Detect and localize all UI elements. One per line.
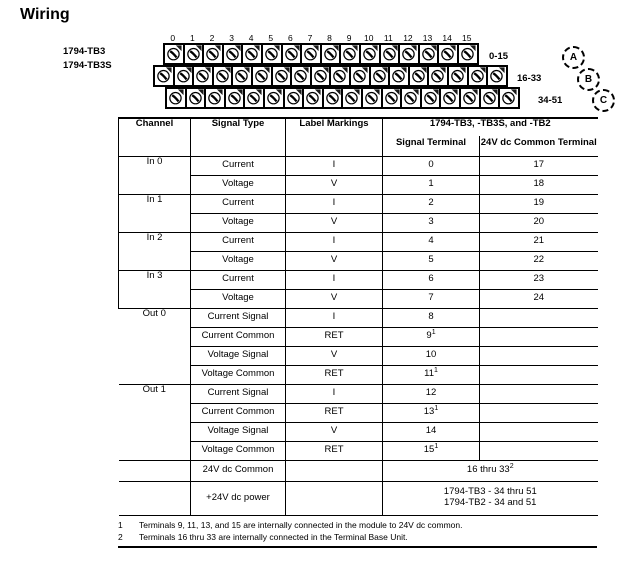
common-terminal-cell: 20 [480, 213, 598, 232]
common-terminal-cell: 17 [480, 156, 598, 175]
signal-type-cell: Current [191, 156, 286, 175]
signal-type-cell: 24V dc Common [191, 460, 286, 481]
common-terminal-cell: 18 [480, 175, 598, 194]
terminal-screw-icon [153, 65, 175, 87]
common-terminal-cell: 21 [480, 232, 598, 251]
table-row [119, 251, 598, 270]
channel-cell: In 1 [119, 194, 191, 232]
table-row [119, 308, 598, 327]
terminal-number: 0 [170, 33, 176, 43]
label-marking-cell: V [286, 251, 383, 270]
label-marking-cell: V [286, 289, 383, 308]
terminal-screw-icon [231, 65, 253, 87]
terminal-screw-icon [459, 87, 481, 109]
terminal-number: 14 [442, 33, 452, 43]
terminal-screw-icon [479, 87, 501, 109]
table-row [119, 384, 598, 403]
footnotes [118, 520, 600, 544]
callout-c: C [592, 89, 615, 112]
terminal-screw-icon [486, 65, 508, 87]
common-terminal-cell [480, 308, 598, 327]
terminal-number: 12 [403, 33, 413, 43]
terminal-screw-icon [165, 87, 187, 109]
terminal-range-label-0-15: 0-15 [489, 51, 509, 62]
signal-terminal-cell: $15^1$ [383, 441, 480, 460]
channel-cell: In 0 [119, 156, 191, 194]
terminal-span-value-cell: 16 thru $33^2$ [383, 460, 598, 481]
label-marking-cell: I [286, 308, 383, 327]
common-terminal-cell [480, 327, 598, 346]
signal-type-cell: Current Signal [191, 308, 286, 327]
signal-type-cell: Voltage [191, 251, 286, 270]
label-marking-cell: V [286, 175, 383, 194]
terminal-number: 3 [229, 33, 234, 43]
label-marking-cell-empty [286, 460, 383, 481]
terminal-screw-icon [381, 87, 403, 109]
terminal-screw-icon [192, 65, 214, 87]
terminal-screw-icon [467, 65, 489, 87]
channel-cell-empty [119, 460, 191, 481]
common-terminal-cell [480, 365, 598, 384]
channel-cell-empty [119, 481, 191, 515]
terminal-number-labels [163, 33, 477, 43]
footnote-1 [118, 520, 600, 530]
terminal-screw-icon [281, 43, 303, 65]
terminal-screw-icon [341, 87, 363, 109]
callout-a: A [562, 46, 585, 69]
terminal-screw-icon [173, 65, 195, 87]
terminal-number: 6 [287, 33, 293, 43]
terminal-number: 15 [461, 33, 472, 43]
terminal-screw-icon [388, 65, 410, 87]
label-marking-cell: I [286, 384, 383, 403]
footnote-2-text: Terminals 16 thru 33 are internally connected in the Terminal Base Unit. [139, 532, 408, 542]
signal-terminal-cell: 7 [383, 289, 480, 308]
signal-type-cell: +24V dc power [191, 481, 286, 515]
label-marking-cell: I [286, 194, 383, 213]
signal-terminal-cell: 8 [383, 308, 480, 327]
col-header-signal-type: Signal Type [191, 118, 286, 156]
terminal-screw-icon [457, 43, 479, 65]
label-marking-cell: V [286, 422, 383, 441]
signal-type-cell: Current [191, 194, 286, 213]
table-row [119, 194, 598, 213]
common-terminal-cell: 24 [480, 289, 598, 308]
signal-terminal-cell: 14 [383, 422, 480, 441]
terminal-number: 4 [248, 33, 254, 43]
table-span-row [119, 460, 598, 481]
terminal-number: 11 [383, 33, 393, 43]
terminal-range-label-16-33: 16-33 [517, 73, 542, 84]
terminal-span-value-cell: 1794-TB3 - 34 thru 51 1794-TB2 - 34 and 51 [383, 481, 598, 515]
label-marking-cell: V [286, 213, 383, 232]
table-row [119, 327, 598, 346]
signal-type-cell: Current Signal [191, 384, 286, 403]
signal-type-cell: Voltage [191, 289, 286, 308]
signal-terminal-cell: 6 [383, 270, 480, 289]
terminal-screw-icon [261, 43, 283, 65]
terminal-row-0-15 [163, 43, 479, 65]
signal-terminal-cell: 10 [383, 346, 480, 365]
terminal-screw-icon [263, 87, 285, 109]
terminal-number: 8 [327, 33, 332, 43]
terminal-screw-icon [241, 43, 263, 65]
callout-b: B [577, 68, 600, 91]
terminal-screw-icon [302, 87, 324, 109]
signal-terminal-cell: 3 [383, 213, 480, 232]
terminal-screw-icon [437, 43, 459, 65]
terminal-screw-icon [183, 43, 205, 65]
signal-terminal-cell: 2 [383, 194, 480, 213]
terminal-number: 10 [364, 33, 374, 43]
terminal-screw-icon [310, 65, 332, 87]
signal-type-cell: Current [191, 232, 286, 251]
table-row [119, 365, 598, 384]
signal-terminal-cell: $9^1$ [383, 327, 480, 346]
label-marking-cell: I [286, 270, 383, 289]
terminal-row-16-33 [153, 65, 508, 87]
label-marking-cell: V [286, 346, 383, 365]
table-row [119, 403, 598, 422]
col-header-common-terminal: 24V dc Common Terminal [480, 136, 598, 156]
terminal-screw-icon [329, 65, 351, 87]
terminal-screw-icon [349, 65, 371, 87]
table-row [119, 175, 598, 194]
terminal-screw-icon [427, 65, 449, 87]
terminal-screw-icon [369, 65, 391, 87]
label-marking-cell: RET [286, 403, 383, 422]
wiring-table [118, 117, 598, 516]
label-marking-cell-empty [286, 481, 383, 515]
common-terminal-cell [480, 346, 598, 365]
terminal-screw-icon [339, 43, 361, 65]
terminal-screw-icon [251, 65, 273, 87]
model-label-1794-tb3s: 1794-TB3S [63, 60, 112, 71]
table-row [119, 270, 598, 289]
terminal-screw-icon [322, 87, 344, 109]
terminal-screw-icon [408, 65, 430, 87]
signal-terminal-cell: $13^1$ [383, 403, 480, 422]
terminal-screw-icon [447, 65, 469, 87]
signal-type-cell: Current Common [191, 403, 286, 422]
signal-terminal-cell: 1 [383, 175, 480, 194]
footnote-1-marker: 1 [118, 520, 123, 530]
signal-terminal-cell: 5 [383, 251, 480, 270]
common-terminal-cell [480, 384, 598, 403]
model-label-1794-tb3: 1794-TB3 [63, 46, 106, 57]
signal-terminal-cell: 4 [383, 232, 480, 251]
table-row [119, 346, 598, 365]
terminal-screw-icon [163, 43, 185, 65]
table-row [119, 156, 598, 175]
col-header-label-markings: Label Markings [286, 118, 383, 156]
signal-terminal-cell: 0 [383, 156, 480, 175]
terminal-screw-icon [222, 43, 244, 65]
table-row [119, 422, 598, 441]
terminal-screw-icon [300, 43, 322, 65]
bottom-rule [118, 546, 597, 548]
col-header-channel: Channel [119, 118, 191, 156]
footnote-2-marker: 2 [118, 532, 123, 542]
signal-terminal-cell: $11^1$ [383, 365, 480, 384]
channel-cell: Out 0 [119, 308, 191, 384]
terminal-row-34-51 [165, 87, 520, 109]
channel-cell: In 3 [119, 270, 191, 308]
terminal-screw-icon [204, 87, 226, 109]
terminal-number: 7 [307, 33, 313, 43]
terminal-number: 13 [422, 33, 433, 43]
common-terminal-cell: 22 [480, 251, 598, 270]
terminal-screw-icon [224, 87, 246, 109]
terminal-screw-icon [498, 87, 520, 109]
table-row [119, 289, 598, 308]
terminal-screw-icon [400, 87, 422, 109]
label-marking-cell: I [286, 232, 383, 251]
common-terminal-cell: 19 [480, 194, 598, 213]
channel-cell: Out 1 [119, 384, 191, 460]
label-marking-cell: RET [286, 441, 383, 460]
footnote-2 [118, 532, 600, 542]
label-marking-cell: RET [286, 365, 383, 384]
footnote-1-text: Terminals 9, 11, 13, and 15 are internally connected in the module to 24V dc common. [139, 520, 463, 530]
terminal-screw-icon [398, 43, 420, 65]
table-span-row [119, 481, 598, 515]
col-header-group: 1794-TB3, -TB3S, and -TB2 [383, 118, 598, 136]
terminal-screw-icon [320, 43, 342, 65]
col-header-signal-terminal: Signal Terminal [383, 136, 480, 156]
terminal-screw-icon [212, 65, 234, 87]
common-terminal-cell [480, 403, 598, 422]
label-marking-cell: RET [286, 327, 383, 346]
signal-type-cell: Current [191, 270, 286, 289]
table-row [119, 232, 598, 251]
signal-type-cell: Current Common [191, 327, 286, 346]
common-terminal-cell [480, 441, 598, 460]
terminal-range-label-34-51: 34-51 [538, 95, 563, 106]
signal-type-cell: Voltage [191, 213, 286, 232]
terminal-number: 9 [346, 33, 352, 43]
terminal-number: 5 [268, 33, 274, 43]
signal-type-cell: Voltage Signal [191, 346, 286, 365]
channel-cell: In 2 [119, 232, 191, 270]
terminal-screw-icon [185, 87, 207, 109]
table-row [119, 213, 598, 232]
terminal-screw-icon [283, 87, 305, 109]
terminal-screw-icon [290, 65, 312, 87]
signal-type-cell: Voltage [191, 175, 286, 194]
terminal-screw-icon [202, 43, 224, 65]
signal-terminal-cell: 12 [383, 384, 480, 403]
terminal-screw-icon [271, 65, 293, 87]
terminal-screw-icon [243, 87, 265, 109]
common-terminal-cell [480, 422, 598, 441]
label-marking-cell: I [286, 156, 383, 175]
page-title: Wiring [20, 6, 70, 23]
terminal-number: 2 [209, 33, 215, 43]
terminal-screw-icon [439, 87, 461, 109]
table-row [119, 441, 598, 460]
terminal-screw-icon [379, 43, 401, 65]
terminal-screw-icon [361, 87, 383, 109]
signal-type-cell: Voltage Common [191, 365, 286, 384]
signal-type-cell: Voltage Common [191, 441, 286, 460]
terminal-number: 1 [190, 33, 195, 43]
common-terminal-cell: 23 [480, 270, 598, 289]
terminal-screw-icon [359, 43, 381, 65]
terminal-screw-icon [420, 87, 442, 109]
terminal-screw-icon [418, 43, 440, 65]
signal-type-cell: Voltage Signal [191, 422, 286, 441]
